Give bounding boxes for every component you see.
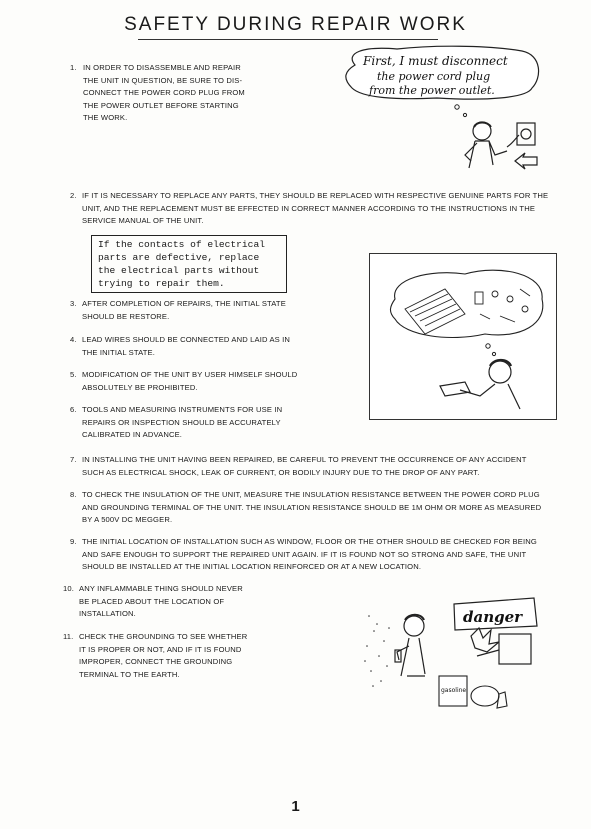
item-line: REPAIRS OR INSPECTION SHOULD BE ACCURATELY (82, 417, 281, 427)
item-1 (70, 62, 280, 125)
item-line: TO CHECK THE INSULATION OF THE UNIT, MEASURE THE INSULATION RESISTANCE BETWEEN THE POWER CORD PLUG (82, 490, 540, 499)
item-line: SUCH AS ELECTRICAL SHOCK, LEAK OF CURRENT, OR BODILY INJURY DUE TO THE DROP OF ANY PART. (82, 467, 480, 477)
item-number: 5. (70, 370, 77, 379)
technician-figure (465, 122, 507, 168)
item-7 (70, 454, 580, 479)
item-line: ANY INFLAMMABLE THING SHOULD NEVER (79, 584, 243, 593)
item-3 (70, 298, 330, 323)
item-line: SERVICE MANUAL OF THE UNIT. (82, 216, 204, 226)
page-number: 1 (291, 798, 300, 815)
danger-sign (454, 598, 537, 630)
item-line: IF IT IS NECESSARY TO REPLACE ANY PARTS, THEY SHOULD BE REPLACED WITH RESPECTIVE GENUINE PARTS FOR THE (82, 191, 549, 200)
title-underline (138, 39, 438, 40)
item-number: 8. (70, 490, 77, 499)
item-line: AND SAFE ENOUGH TO SUPPORT THE REPAIRED UNIT AGAIN. IF IT IS FOUND NOT SO STRONG AND SAFE, THE UNIT (82, 549, 527, 559)
item-line: IMPROPER, CONNECT THE GROUNDING (79, 657, 233, 667)
item-line: IN ORDER TO DISASSEMBLE AND REPAIR (83, 63, 241, 72)
item-line: LEAD WIRES SHOULD BE CONNECTED AND LAID AS IN (82, 335, 291, 344)
item-line: THE POWER OUTLET BEFORE STARTING (83, 100, 239, 110)
item-9 (70, 536, 580, 574)
gasoline-can-label: gasoline (441, 687, 467, 694)
item-line: SHOULD BE INSTALLED AT THE INITIAL LOCATION REINFORCED OR AT A NEW LOCATION. (82, 562, 422, 572)
note-line: trying to repair them. (98, 278, 225, 289)
item-number: 11. (63, 632, 74, 641)
item-line: BY A 500V DC MEGGER. (82, 515, 173, 525)
item-line: ABSOLUTELY BE PROHIBITED. (82, 382, 198, 392)
item-number: 2. (70, 191, 77, 200)
illustration-inflammable-danger (359, 586, 549, 714)
item-line: CALIBRATED IN ADVANCE. (82, 430, 183, 440)
item-line: IN INSTALLING THE UNIT HAVING BEEN REPAIRED, BE CAREFUL TO PREVENT THE OCCURRENCE OF ANY ACCIDENT (82, 455, 527, 464)
item-6 (70, 404, 330, 442)
note-line: the electrical parts without (98, 265, 260, 276)
item-11 (63, 631, 283, 681)
spark-icon (471, 628, 531, 664)
note-line: If the contacts of electrical (98, 239, 265, 250)
illustration-circuit-inspection (369, 253, 557, 420)
item-line: TERMINAL TO THE EARTH. (79, 669, 180, 679)
item-line: TOOLS AND MEASURING INSTRUMENTS FOR USE IN (82, 405, 283, 414)
item-2 (70, 190, 580, 228)
person-spraying-figure (395, 615, 425, 676)
item-number: 10. (63, 584, 75, 593)
item-line: CONNECT THE POWER CORD PLUG FROM (83, 88, 245, 98)
item-line: THE INITIAL STATE. (82, 347, 156, 357)
item-number: 9. (70, 537, 77, 546)
item-line: THE WORK. (83, 113, 128, 123)
item-line: BE PLACED ABOUT THE LOCATION OF (79, 596, 225, 606)
gasoline-can-icon (439, 676, 507, 708)
item-number: 1. (70, 63, 77, 72)
item-line: MODIFICATION OF THE UNIT BY USER HIMSELF SHOULD (82, 370, 298, 379)
note-box (91, 235, 287, 293)
note-line: parts are defective, replace (98, 252, 260, 263)
item-8 (70, 489, 580, 527)
item-line: THE UNIT IN QUESTION, BE SURE TO DIS- (83, 75, 243, 85)
item-number: 4. (70, 335, 77, 344)
item-10 (63, 583, 283, 621)
caption-line: First, I must disconnect (363, 54, 508, 68)
item-5 (70, 369, 330, 394)
danger-sign-label: danger (463, 608, 523, 626)
item-number: 3. (70, 299, 77, 308)
item-line: SHOULD BE RESTORE. (82, 311, 170, 321)
caption-line: from the power outlet. (369, 84, 495, 97)
technician-figure (440, 360, 520, 409)
item-line: CHECK THE GROUNDING TO SEE WHETHER (79, 632, 248, 641)
item-line: UNIT, AND THE REPLACEMENT MUST BE EFFECTED IN CORRECT MANNER ACCORDING TO THE INSTRUCTIONS IN THE (82, 203, 536, 213)
power-outlet-icon (507, 123, 535, 147)
item-number: 7. (70, 455, 77, 464)
page-title: SAFETY DURING REPAIR WORK (124, 14, 467, 35)
item-line: AFTER COMPLETION OF REPAIRS, THE INITIAL STATE (82, 299, 286, 308)
spray-mist (364, 615, 390, 687)
caption-line: the power cord plug (377, 70, 491, 83)
item-line: INSTALLATION. (79, 609, 136, 619)
item-line: THE INITIAL LOCATION OF INSTALLATION SUCH AS WINDOW, FLOOR OR THE OTHER SHOULD BE CHECKED FOR BEING (82, 537, 537, 546)
item-line: IT IS PROPER OR NOT, AND IF IT IS FOUND (79, 644, 242, 654)
item-line: AND GROUNDING TERMINAL OF THE UNIT. THE INSULATION RESISTANCE SHOULD BE 1M OHM OR MORE AS MEASURED (82, 502, 542, 512)
arrow-icon (515, 153, 537, 169)
illustration-disconnect-plug (337, 43, 547, 183)
item-number: 6. (70, 405, 77, 414)
item-4 (70, 334, 330, 359)
